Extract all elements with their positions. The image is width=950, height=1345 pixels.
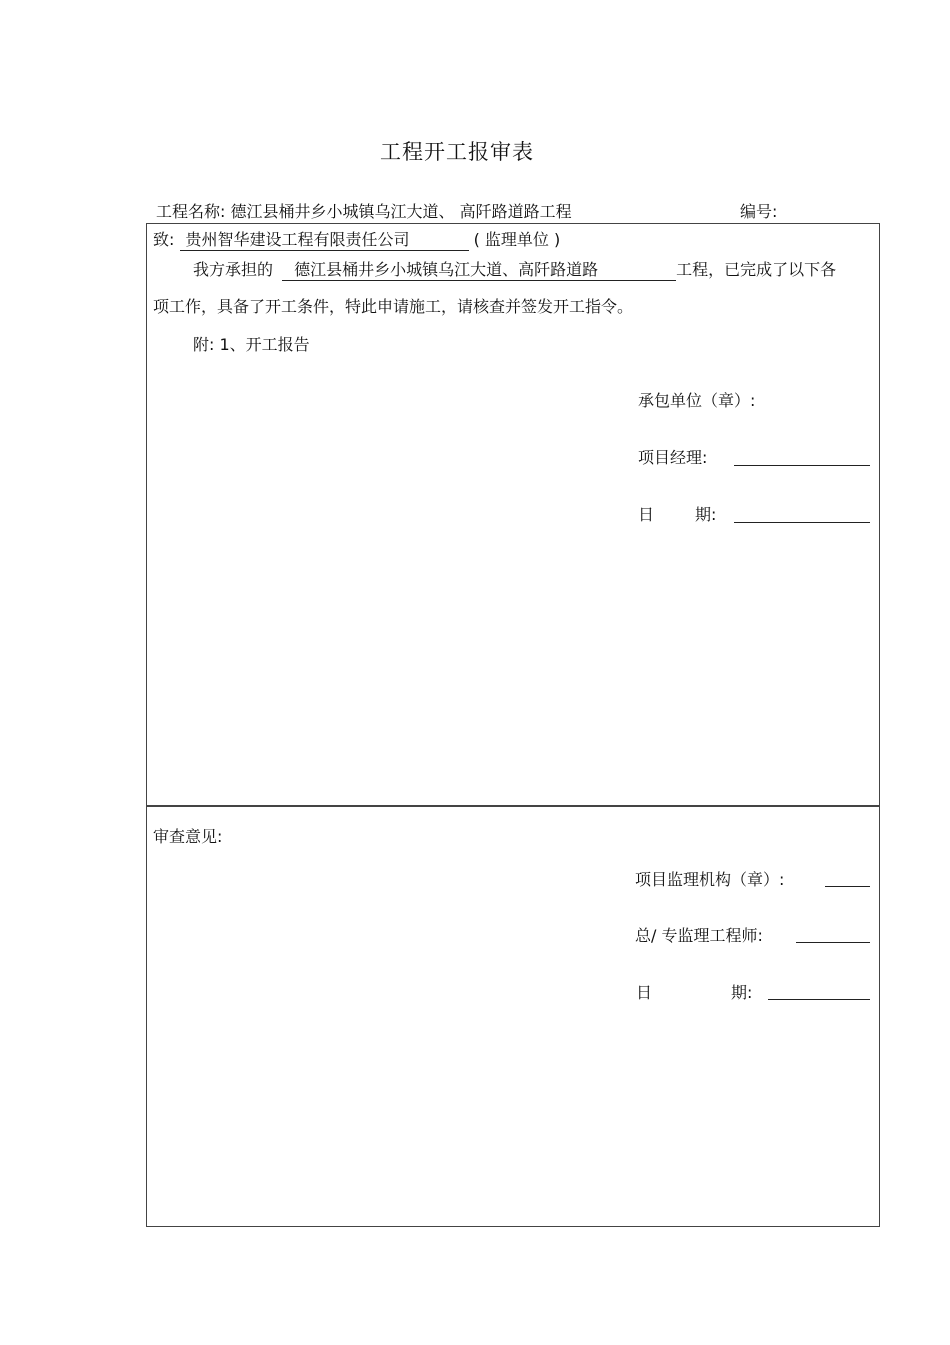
addressee-prefix: 致: <box>153 230 175 249</box>
application-section <box>146 223 880 807</box>
contractor-date-label-a: 日 <box>638 505 655 524</box>
paragraph-intro: 我方承担的 <box>193 260 274 279</box>
project-name-value: 德江县桶井乡小城镇乌江大道、 高阡路道路工程 <box>230 202 572 221</box>
project-name-label: 工程名称: <box>156 202 226 221</box>
addressee-suffix: ( 监理单位 ) <box>473 230 561 249</box>
project-name-row <box>156 199 572 222</box>
page-title: 工程开工报审表 <box>380 140 534 164</box>
paragraph-line-1 <box>193 257 836 281</box>
supervision-engineer-signature-line[interactable] <box>796 942 870 943</box>
contractor-unit-label: 承包单位（章）: <box>638 391 756 410</box>
number-label: 编号: <box>740 202 778 221</box>
paragraph-project-name: 德江县桶井乡小城镇乌江大道、高阡路道路 <box>282 257 676 281</box>
paragraph-continuation: 工程，已完成了以下各 <box>676 260 837 279</box>
review-section <box>146 805 880 1227</box>
project-manager-signature-line[interactable] <box>734 465 870 466</box>
contractor-date-label-b: 期: <box>695 505 717 524</box>
supervision-engineer-label: 总/ 专监理工程师: <box>635 926 763 945</box>
review-date-label-b: 期: <box>731 983 753 1002</box>
supervision-org-label: 项目监理机构（章）: <box>635 870 785 889</box>
addressee-row <box>153 227 560 251</box>
paragraph-line-2: 项工作，具备了开工条件，特此申请施工，请核查并签发开工指令。 <box>153 297 634 316</box>
review-date-label-a: 日 <box>636 983 653 1002</box>
attachment-line: 附: 1、开工报告 <box>193 335 310 354</box>
review-date-line[interactable] <box>768 999 870 1000</box>
review-opinion-label: 审查意见: <box>153 827 223 846</box>
contractor-date-line[interactable] <box>734 522 870 523</box>
project-manager-label: 项目经理: <box>638 448 708 467</box>
supervision-org-seal-line[interactable] <box>825 886 870 887</box>
supervision-company: 贵州智华建设工程有限责任公司 <box>180 227 469 251</box>
